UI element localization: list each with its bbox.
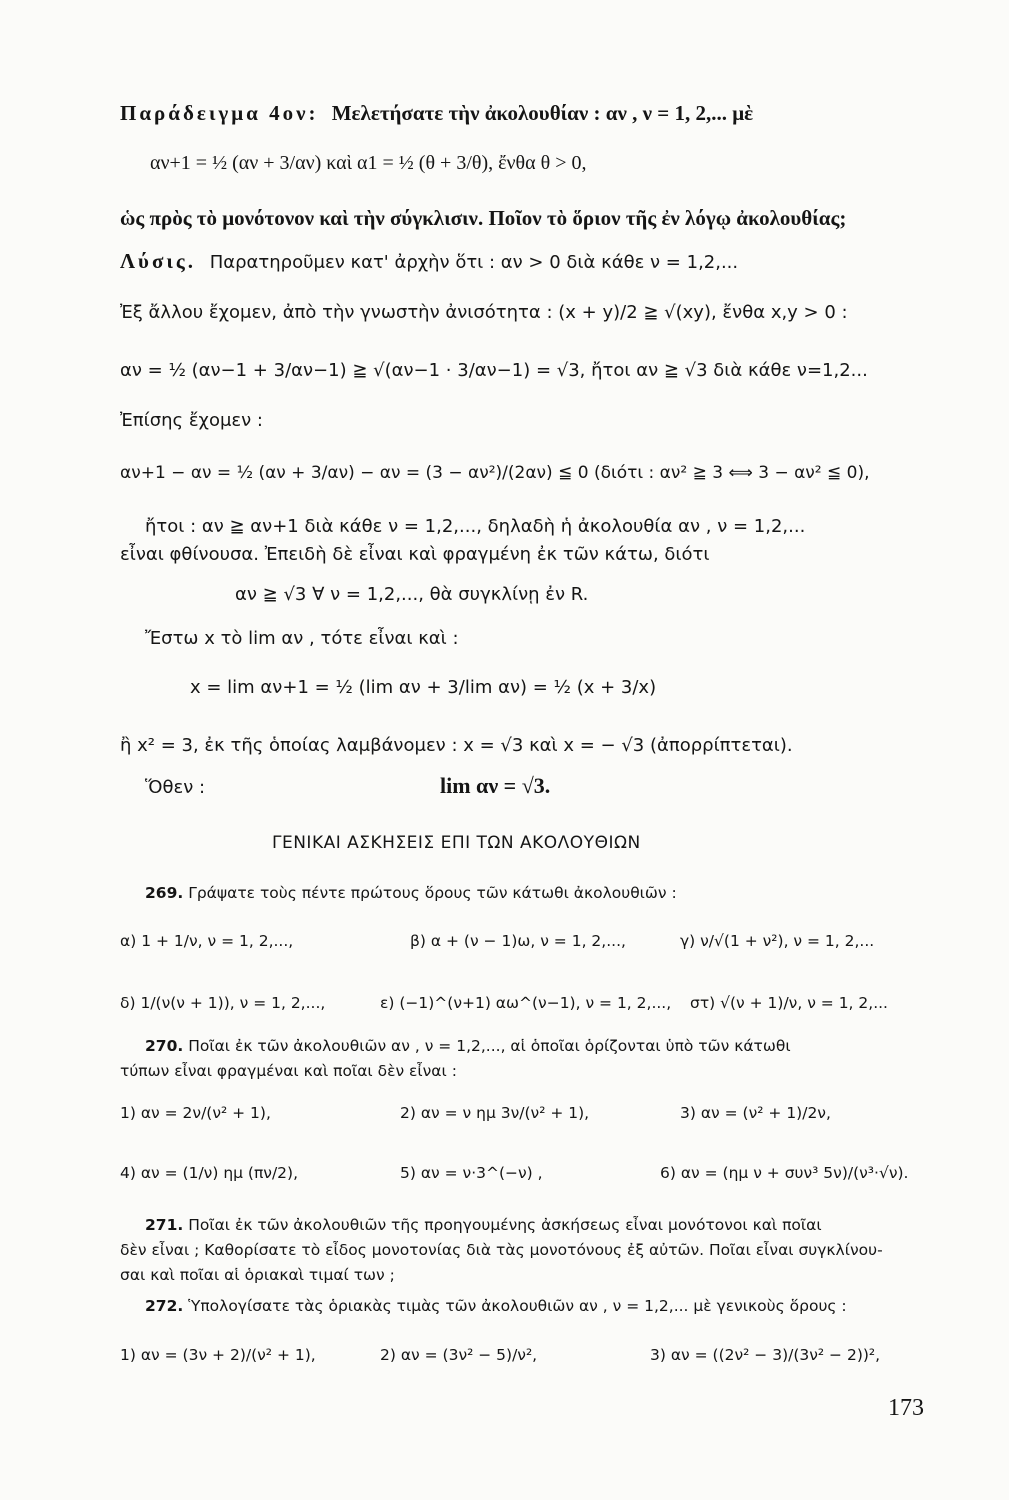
exercise-269-item-a: α) 1 + 1/ν, ν = 1, 2,..., xyxy=(120,932,294,950)
exercise-270-item-5: 5) αν = ν·3^(−ν) , xyxy=(400,1164,543,1182)
exercise-269-item-f: στ) √(ν + 1)/ν, ν = 1, 2,... xyxy=(690,994,888,1012)
example-definition: αν+1 = ½ (αν + 3/αν) καὶ α1 = ½ (θ + 3/θ), ἔνθα θ > 0, xyxy=(150,152,587,174)
exercise-271-text-1: 271. Ποῖαι ἐκ τῶν ἀκολουθιῶν τῆς προηγουμένης ἀσκήσεως εἶναι μονότονοι καὶ ποῖαι xyxy=(145,1216,822,1234)
solution-line-7: εἶναι φθίνουσα. Ἐπειδὴ δὲ εἶναι καὶ φραγμένη ἐκ τῶν κάτω, διότι xyxy=(120,544,710,565)
solution-line-6: ἤτοι : αν ≧ αν+1 διὰ κάθε ν = 1,2,..., δηλαδὴ ἡ ἀκολουθία αν , ν = 1,2,... xyxy=(145,516,806,537)
solution-line-2: Ἐξ ἄλλου ἔχομεν, ἀπὸ τὴν γνωστὴν ἀνισότητα : (x + y)/2 ≧ √(xy), ἔνθα x,y > 0 : xyxy=(120,302,848,323)
solution-label: Λύσις. xyxy=(120,249,196,273)
exercise-271-text-3: σαι καὶ ποῖαι αἱ ὁριακαὶ τιμαί των ; xyxy=(120,1266,395,1284)
exercise-272-item-2: 2) αν = (3ν² − 5)/ν², xyxy=(380,1346,538,1364)
example-question: ὡς πρὸς τὸ μονότονον καὶ τὴν σύγκλισιν. Ποῖον τὸ ὅριον τῆς ἐν λόγῳ ἀκολουθίας; xyxy=(120,206,847,230)
exercise-270-text-2: τύπων εἶναι φραγμέναι καὶ ποῖαι δὲν εἶναι : xyxy=(120,1062,457,1080)
exercise-270-item-4: 4) αν = (1/ν) ημ (πν/2), xyxy=(120,1164,299,1182)
solution-line-3: αν = ½ (αν−1 + 3/αν−1) ≧ √(αν−1 · 3/αν−1) = √3, ἤτοι αν ≧ √3 διὰ κάθε ν=1,2... xyxy=(120,360,868,381)
exercise-269-item-c: γ) ν/√(1 + ν²), ν = 1, 2,... xyxy=(680,932,875,950)
exercise-270-text-1: 270. Ποῖαι ἐκ τῶν ἀκολουθιῶν αν , ν = 1,2,..., αἱ ὁποῖαι ὁρίζονται ὑπὸ τῶν κάτωθι xyxy=(145,1037,791,1055)
solution-line-11: ἢ x² = 3, ἐκ τῆς ὁποίας λαμβάνομεν : x = √3 καὶ x = − √3 (ἀπορρίπτεται). xyxy=(120,735,793,756)
exercise-270-item-6: 6) αν = (ημ ν + συν³ 5ν)/(ν³·√ν). xyxy=(660,1164,909,1182)
exercise-270-item-3: 3) αν = (ν² + 1)/2ν, xyxy=(680,1104,831,1122)
exercise-270-item-1: 1) αν = 2ν/(ν² + 1), xyxy=(120,1104,271,1122)
example-title: Παράδειγμα 4ον: xyxy=(120,101,319,125)
solution-line-5: αν+1 − αν = ½ (αν + 3/αν) − αν = (3 − αν²)/(2αν) ≦ 0 (διότι : αν² ≧ 3 ⟺ 3 − αν² ≦ 0), xyxy=(120,463,870,483)
solution-result: lim αν = √3. xyxy=(440,773,551,798)
exercise-272-item-1: 1) αν = (3ν + 2)/(ν² + 1), xyxy=(120,1346,316,1364)
exercise-272-item-3: 3) αν = ((2ν² − 3)/(3ν² − 2))², xyxy=(650,1346,881,1364)
exercise-272-text: 272. Ὑπολογίσατε τὰς ὁριακὰς τιμὰς τῶν ἀκολουθιῶν αν , ν = 1,2,... μὲ γενικοὺς ὅρους : xyxy=(145,1297,847,1315)
solution-line-10: x = lim αν+1 = ½ (lim αν + 3/lim αν) = ½ (x + 3/x) xyxy=(190,677,657,698)
exercise-269-item-d: δ) 1/(ν(ν + 1)), ν = 1, 2,..., xyxy=(120,994,326,1012)
solution-line-12-label: Ὅθεν : xyxy=(145,777,206,798)
solution-line-4: Ἐπίσης ἔχομεν : xyxy=(120,410,263,431)
section-heading: ΓΕΝΙΚΑΙ ΑΣΚΗΣΕΙΣ ΕΠΙ ΤΩΝ ΑΚΟΛΟΥΘΙΩΝ xyxy=(272,833,641,853)
exercise-269-item-e: ε) (−1)^(ν+1) αω^(ν−1), ν = 1, 2,..., xyxy=(380,994,672,1012)
exercise-271-text-2: δὲν εἶναι ; Καθορίσατε τὸ εἶδος μονοτονίας διὰ τὰς μονοτόνους ἐξ αὐτῶν. Ποῖαι εἶναι συγκλίνου- xyxy=(120,1241,883,1259)
solution-line-1: Λύσις. Παρατηροῦμεν κατ' ἀρχὴν ὅτι : αν > 0 διὰ κάθε ν = 1,2,... xyxy=(120,249,739,273)
solution-line-8: αν ≧ √3 ∀ ν = 1,2,..., θὰ συγκλίνῃ ἐν R. xyxy=(235,584,589,605)
exercise-269-item-b: β) α + (ν − 1)ω, ν = 1, 2,..., xyxy=(410,932,626,950)
page-number: 173 xyxy=(888,1395,924,1421)
exercise-270-item-2: 2) αν = ν ημ 3ν/(ν² + 1), xyxy=(400,1104,590,1122)
solution-line-9: Ἔστω x τὸ lim αν , τότε εἶναι καὶ : xyxy=(145,628,459,649)
example-heading xyxy=(120,100,753,126)
example-statement: Μελετήσατε τὴν ἀκολουθίαν : αν , ν = 1, 2,... μὲ xyxy=(331,101,754,125)
exercise-269-text: 269. Γράψατε τοὺς πέντε πρώτους ὅρους τῶν κάτωθι ἀκολουθιῶν : xyxy=(145,884,677,902)
